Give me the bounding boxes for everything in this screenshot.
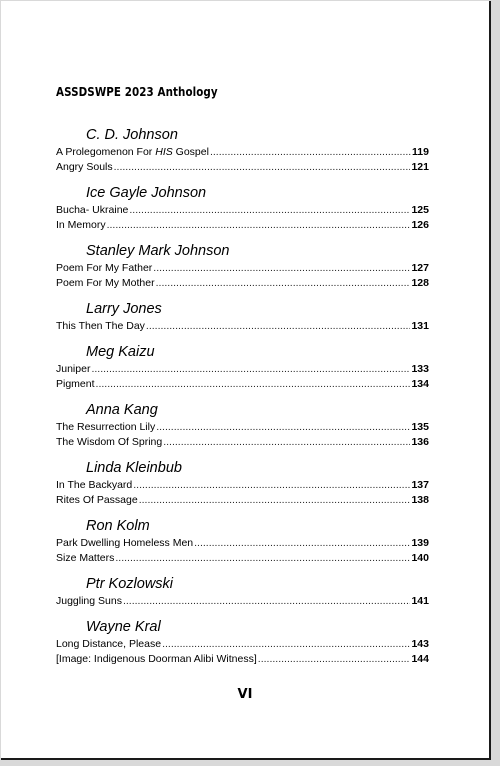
dot-leader	[258, 652, 411, 667]
author-name: Ron Kolm	[86, 518, 150, 534]
author-name: C. D. Johnson	[86, 127, 178, 143]
dot-leader	[153, 261, 410, 276]
author-name: Ice Gayle Johnson	[86, 185, 207, 201]
toc-entry[interactable]	[56, 435, 429, 450]
page-number: 128	[411, 277, 429, 289]
entry-list	[56, 536, 429, 566]
author-block	[56, 343, 429, 392]
toc-entry[interactable]	[56, 276, 429, 291]
author-name: Wayne Kral	[86, 619, 161, 635]
table-of-contents	[56, 126, 429, 676]
dot-leader	[133, 478, 410, 493]
dot-leader	[194, 536, 410, 551]
entry-title: In The Backyard	[56, 479, 133, 491]
toc-entry[interactable]	[56, 145, 429, 160]
entry-title: Juniper	[56, 363, 91, 375]
author-block	[56, 517, 429, 566]
dot-leader	[123, 594, 411, 609]
author-name: Linda Kleinbub	[86, 460, 182, 476]
page-number: 136	[411, 436, 429, 448]
author-block	[56, 401, 429, 450]
entry-list	[56, 319, 429, 334]
entry-title: Park Dwelling Homeless Men	[56, 537, 194, 549]
entry-list	[56, 261, 429, 291]
toc-entry[interactable]	[56, 203, 429, 218]
entry-title: Pigment	[56, 378, 95, 390]
entry-list	[56, 637, 429, 667]
toc-entry[interactable]	[56, 218, 429, 233]
entry-title: Poem For My Father	[56, 262, 153, 274]
entry-title: Long Distance, Please	[56, 638, 162, 650]
entry-list	[56, 362, 429, 392]
document-page	[1, 1, 491, 760]
dot-leader	[115, 551, 410, 566]
author-name: Anna Kang	[86, 402, 158, 418]
page-folio: VI	[237, 687, 253, 702]
entry-title: [Image: Indigenous Doorman Alibi Witness]	[56, 653, 257, 665]
entry-title: The Wisdom Of Spring	[56, 436, 163, 448]
entry-title: Size Matters	[56, 552, 115, 564]
page-number: 141	[411, 595, 429, 607]
entry-title: This Then The Day	[56, 320, 145, 332]
toc-entry[interactable]	[56, 652, 429, 667]
author-block	[56, 184, 429, 233]
dot-leader	[210, 145, 411, 160]
toc-entry[interactable]	[56, 594, 429, 609]
author-block	[56, 618, 429, 667]
page-number: 125	[411, 204, 429, 216]
page-number: 135	[411, 421, 429, 433]
dot-leader	[114, 160, 411, 175]
page-number: 127	[411, 262, 429, 274]
toc-entry[interactable]	[56, 362, 429, 377]
page-number: 140	[411, 552, 429, 564]
author-block	[56, 300, 429, 334]
dot-leader	[146, 319, 411, 334]
entry-title: Juggling Suns	[56, 595, 122, 607]
entry-list	[56, 594, 429, 609]
page-number: 133	[411, 363, 429, 375]
dot-leader	[156, 276, 411, 291]
dot-leader	[156, 420, 410, 435]
page-number: 131	[411, 320, 429, 332]
running-header: ASSDSWPE 2023 Anthology	[56, 85, 218, 99]
page-number: 138	[411, 494, 429, 506]
toc-entry[interactable]	[56, 377, 429, 392]
dot-leader	[96, 377, 411, 392]
entry-list	[56, 478, 429, 508]
entry-title: Poem For My Mother	[56, 277, 155, 289]
toc-entry[interactable]	[56, 420, 429, 435]
toc-entry[interactable]	[56, 493, 429, 508]
author-block	[56, 126, 429, 175]
page-number: 134	[411, 378, 429, 390]
toc-entry[interactable]	[56, 637, 429, 652]
toc-entry[interactable]	[56, 478, 429, 493]
entry-title: Rites Of Passage	[56, 494, 138, 506]
dot-leader	[129, 203, 410, 218]
entry-list	[56, 203, 429, 233]
author-name: Larry Jones	[86, 301, 162, 317]
entry-title: Bucha- Ukraine	[56, 204, 129, 216]
author-name: Meg Kaizu	[86, 344, 155, 360]
page-number: 126	[411, 219, 429, 231]
dot-leader	[107, 218, 411, 233]
dot-leader	[139, 493, 411, 508]
author-name: Stanley Mark Johnson	[86, 243, 230, 259]
author-block	[56, 575, 429, 609]
dot-leader	[163, 435, 410, 450]
page-number: 139	[411, 537, 429, 549]
toc-entry[interactable]	[56, 319, 429, 334]
entry-title: The Resurrection Lily	[56, 421, 156, 433]
page-number: 119	[412, 146, 429, 158]
toc-entry[interactable]	[56, 551, 429, 566]
toc-entry[interactable]	[56, 160, 429, 175]
entry-title: In Memory	[56, 219, 106, 231]
author-block	[56, 459, 429, 508]
toc-entry[interactable]	[56, 261, 429, 276]
page-number: 137	[411, 479, 429, 491]
author-name: Ptr Kozlowski	[86, 576, 174, 592]
entry-list	[56, 420, 429, 450]
toc-entry[interactable]	[56, 536, 429, 551]
entry-title: A Prolegomenon For HIS Gospel	[56, 146, 209, 158]
page-number: 121	[411, 161, 429, 173]
author-block	[56, 242, 429, 291]
entry-list	[56, 145, 429, 175]
page-number: 144	[411, 653, 429, 665]
page-number: 143	[411, 638, 429, 650]
dot-leader	[91, 362, 410, 377]
dot-leader	[162, 637, 410, 652]
entry-title: Angry Souls	[56, 161, 113, 173]
